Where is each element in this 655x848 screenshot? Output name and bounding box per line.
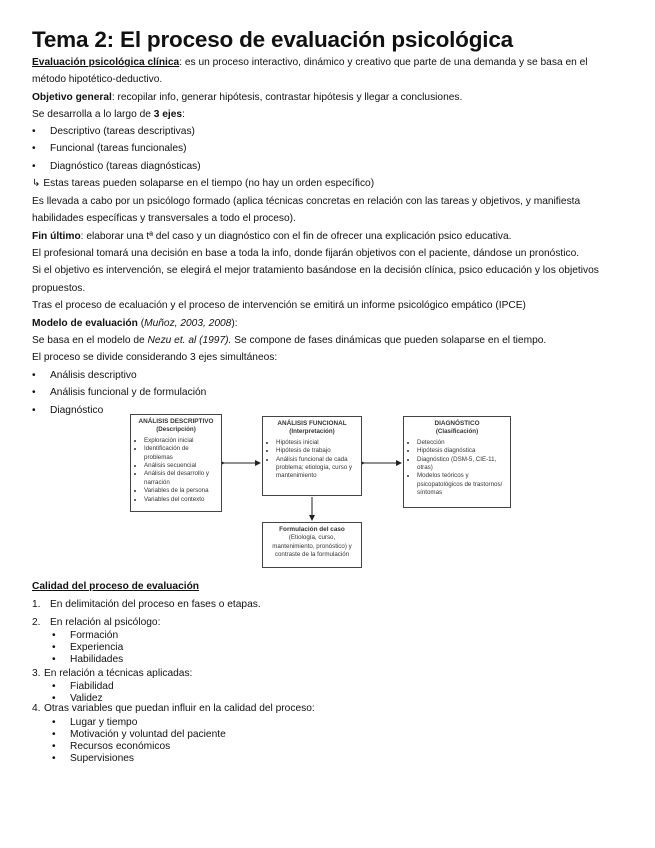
objective-label: Objetivo general — [32, 92, 112, 103]
sub-list-item — [52, 753, 302, 765]
bullet: • — [52, 642, 56, 653]
model-cite-close: ): — [231, 318, 238, 329]
quality-item-number: 3. — [32, 668, 41, 679]
bullet: • — [32, 143, 36, 154]
bullet: • — [52, 681, 56, 692]
sub-item-text: Formación — [70, 630, 119, 641]
axis-item: Descriptivo (tareas descriptivas) — [50, 126, 195, 137]
axis-item: Diagnóstico (tareas diagnósticas) — [50, 161, 201, 172]
model-based-citation: Nezu et. al (1997). — [147, 335, 232, 346]
page-title: Tema 2: El proceso de evaluación psicológica — [32, 27, 513, 52]
functional-analysis-box — [262, 416, 362, 496]
bullet: • — [52, 729, 56, 740]
bullet: • — [52, 753, 56, 764]
quality-item-number: 2. — [32, 617, 41, 628]
professional-line-1: Es llevada a cabo por un psicólogo formado (aplica técnicas concretas en relación con las tareas y objetivos, y manifiesta — [32, 196, 581, 207]
intervention-line-2: propuestos. — [32, 283, 86, 294]
box-list-item: • Variables de la persona — [144, 487, 216, 495]
decision-line: El profesional tomará una decisión en base a toda la info, donde fijarán objetivos con el paciente, dándose un pronóstico. — [32, 248, 580, 259]
quality-item-text: En relación al psicólogo: — [50, 617, 161, 628]
quality-item-3 — [32, 668, 193, 680]
quality-title: Calidad del proceso de evaluación — [32, 581, 200, 592]
descriptive-analysis-box — [130, 414, 222, 512]
axes-note: ↳ Estas tareas pueden solaparse en el tiempo (no hay un orden específico) — [32, 178, 375, 189]
intervention-line-1: Si el objetivo es intervención, se elegirá el mejor tratamiento basándose en la decisión clínica, psico educación y los objetivos — [32, 265, 599, 276]
box-list-item: • Detección — [417, 439, 505, 447]
sub-item-text: Fiabilidad — [70, 681, 114, 692]
box-title: ANÁLISIS FUNCIONAL — [277, 420, 347, 427]
bullet: • — [32, 370, 36, 381]
quality-item-4 — [32, 703, 315, 715]
box-list-item: • Hipótesis de trabajo — [276, 447, 356, 455]
box-title: ANÁLISIS DESCRIPTIVO — [138, 418, 214, 425]
quality-item-text: Otras variables que puedan influir en la calidad del proceso: — [44, 703, 315, 714]
bullet: • — [32, 126, 36, 137]
box-list-item: • Modelos teóricos y psicopatológicos de trastornos/ síntomas — [417, 472, 505, 497]
box-title: DIAGNÓSTICO — [434, 420, 480, 427]
box-text: (Etiología, curso, mantenimiento, pronóstico) y contraste de la formulación — [272, 534, 352, 559]
objective-text: : recopilar info, generar hipótesis, contrastar hipótesis y llegar a conclusiones. — [111, 92, 463, 103]
definition-text: : es un proceso interactivo, dinámico y creativo que parte de una demanda y se basa en el — [179, 57, 588, 68]
box-list-item: • Identificación de problemas — [144, 445, 216, 462]
sub-list-item — [52, 717, 302, 729]
sub-list-item — [52, 642, 252, 654]
bullet: • — [52, 741, 56, 752]
model-divides-line: El proceso se divide considerando 3 ejes simultáneos: — [32, 352, 278, 363]
model-citation: Muñoz, 2003, 2008 — [144, 318, 232, 329]
quality-item-text: En delimitación del proceso en fases o etapas. — [50, 599, 261, 610]
bullet: • — [52, 693, 56, 704]
box-list-item: • Análisis del desarrollo y narración — [144, 470, 216, 487]
box-list — [136, 437, 216, 504]
model-item: Diagnóstico — [50, 405, 104, 416]
model-cite-open: ( — [137, 318, 145, 329]
box-subtitle: (Clasificación) — [435, 428, 479, 436]
bullet: • — [52, 630, 56, 641]
final-goal-text: : elaborar una tª del caso y un diagnóstico con el fin de ofrecer una explicación psico educativa. — [80, 231, 512, 242]
sub-item-text: Supervisiones — [70, 753, 134, 764]
professional-line-2: habilidades específicas y transversales a todo el proceso). — [32, 213, 296, 224]
final-goal-label: Fin último — [32, 231, 81, 242]
bullet: • — [52, 717, 56, 728]
axes-intro-bold: 3 ejes — [153, 109, 183, 120]
axes-intro-text: Se desarrolla a lo largo de — [32, 109, 154, 120]
definition-line-2: método hipotético-deductivo. — [32, 74, 163, 85]
axes-intro-colon: : — [182, 109, 185, 120]
box-list — [268, 439, 356, 481]
case-formulation-box — [262, 522, 362, 568]
model-based-post: Se compone de fases dinámicas que pueden solaparse en el tiempo. — [231, 335, 547, 346]
box-list-item: • Hipótesis diagnóstica — [417, 447, 505, 455]
quality-item-1 — [32, 598, 261, 611]
axis-item: Funcional (tareas funcionales) — [50, 143, 187, 154]
bullet: • — [52, 654, 56, 665]
sub-list-item — [52, 741, 302, 753]
sub-item-text: Habilidades — [70, 654, 124, 665]
box-subtitle: (Interpretación) — [289, 428, 335, 436]
model-item: Análisis descriptivo — [50, 370, 137, 381]
quality-item-2 — [32, 616, 161, 629]
sub-item-text: Experiencia — [70, 642, 124, 653]
model-item: Análisis funcional y de formulación — [50, 387, 207, 398]
sub-item-text: Lugar y tiempo — [70, 717, 138, 728]
model-based-text: Se basa en el modelo de — [32, 335, 148, 346]
quality-item-text: En relación a técnicas aplicadas: — [44, 668, 193, 679]
box-list-item: • Exploración inicial — [144, 437, 216, 445]
box-subtitle: (Descripción) — [156, 426, 196, 434]
sub-item-text: Validez — [70, 693, 103, 704]
report-line: Tras el proceso de ecaluación y el proceso de intervención se emitirá un informe psicológico empático (IPCE) — [32, 300, 526, 311]
model-label: Modelo de evaluación — [32, 318, 138, 329]
sub-list-item — [52, 681, 252, 693]
definition-term: Evaluación psicológica clínica — [32, 57, 180, 68]
box-list-item: • Variables del contexto — [144, 496, 216, 504]
sub-list-item — [52, 630, 252, 642]
box-title: Formulación del caso — [279, 526, 345, 533]
sub-list-item — [52, 654, 252, 666]
bullet: • — [32, 387, 36, 398]
bullet: • — [32, 405, 36, 416]
bullet: • — [32, 161, 36, 172]
quality-item-number: 4. — [32, 703, 41, 714]
box-list-item: • Análisis secuencial — [144, 462, 216, 470]
box-list-item: • Análisis funcional de cada problema; etiología, curso y mantenimiento — [276, 456, 356, 481]
sub-item-text: Motivación y voluntad del paciente — [70, 729, 226, 740]
box-list — [409, 439, 505, 498]
box-list-item: • Hipótesis inicial — [276, 439, 356, 447]
quality-item-number: 1. — [32, 599, 41, 610]
sub-list-item — [52, 729, 302, 741]
diagnosis-box — [403, 416, 511, 508]
box-list-item: • Diagnóstico (DSM-5, CIE-11, otras) — [417, 456, 505, 473]
sub-item-text: Recursos económicos — [70, 741, 171, 752]
